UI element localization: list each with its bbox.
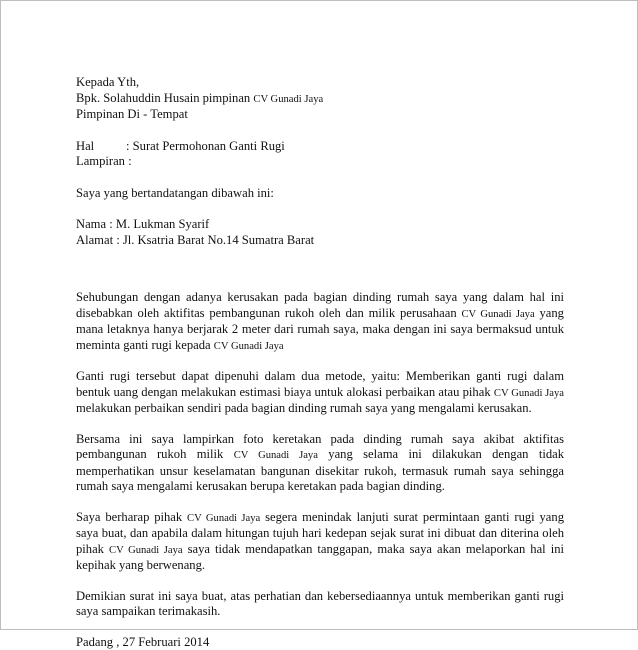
company-name: CV Gunadi Jaya — [214, 341, 284, 352]
paragraph-5: Demikian surat ini saya buat, atas perhatian dan kebersediaannya untuk memberikan ganti rugi saya sampaikan terimakasih. — [76, 589, 564, 620]
paragraph-3-text-b: yang selama ini dilakukan dengan tidak memperhatikan unsur keselamatan bangunan disekitar rukoh, termasuk rumah saya sehingga rumah saya mengalami kerusakan berupa keretakan pada bagian dinding. — [76, 447, 564, 493]
company-name: CV Gunadi Jaya — [109, 545, 183, 556]
subject-label: Hal — [76, 139, 126, 155]
recipient-name-text: Bpk. Solahuddin Husain pimpinan — [76, 91, 250, 105]
paragraph-3 — [76, 432, 564, 495]
recipient-location: Pimpinan Di - Tempat — [76, 107, 564, 123]
paragraph-4-text-b: segera menindak lanjuti surat permintaan ganti rugi yang saya buat, dan apabila dalam hitungan tujuh hari kedepan sejak surat ini dibuat dan diterina oleh pihak — [76, 510, 564, 556]
paragraph-4-text-c: saya tidak mendapatkan tanggapan, maka saya akan melaporkan hal ini kepihak yang berwenang. — [76, 542, 564, 573]
subject-value: : Surat Permohonan Ganti Rugi — [126, 139, 285, 153]
paragraph-4 — [76, 510, 564, 574]
attachment-line: Lampiran : — [76, 154, 564, 170]
date-line: Padang , 27 Februari 2014 — [76, 635, 564, 650]
paragraph-1-text-b: yang mana letaknya hanya berjarak 2 meter dari rumah saya, maka dengan ini saya bermaksud untuk meminta ganti rugi kepada — [76, 306, 564, 352]
salutation: Kepada Yth, — [76, 75, 564, 91]
company-name: CV Gunadi Jaya — [253, 94, 323, 105]
paragraph-1 — [76, 290, 564, 354]
paragraph-1-text-a: Sehubungan dengan adanya kerusakan pada bagian dinding rumah saya yang dalam hal ini disebabkan oleh aktifitas pembangunan rukoh oleh dan milik perusahaan — [76, 290, 564, 320]
subject-line — [76, 139, 564, 155]
paragraph-2-text-a: Ganti rugi tersebut dapat dipenuhi dalam dua metode, yaitu: Memberikan ganti rugi dalam bentuk uang dengan melakukan estimasi biaya untuk alokasi perbaikan atau pihak — [76, 369, 564, 399]
paragraph-4-text-a: Saya berharap pihak — [76, 510, 182, 524]
identity-name: Nama : M. Lukman Syarif — [76, 217, 564, 233]
recipient-name — [76, 91, 564, 108]
identity-address: Alamat : Jl. Ksatria Barat No.14 Sumatra Barat — [76, 233, 564, 249]
company-name: CV Gunadi Jaya — [461, 309, 534, 320]
company-name: CV Gunadi Jaya — [187, 513, 260, 524]
intro-line: Saya yang bertandatangan dibawah ini: — [76, 186, 564, 202]
company-name: CV Gunadi Jaya — [234, 450, 318, 461]
paragraph-2-text-b: melakukan perbaikan sendiri pada bagian dinding rumah saya yang mengalami kerusakan. — [76, 401, 532, 415]
paragraph-3-text-a: Bersama ini saya lampirkan foto keretakan pada dinding rumah saya akibat aktifitas pembangunan rukoh milik — [76, 432, 564, 462]
paragraph-2 — [76, 369, 564, 417]
letter-body — [76, 75, 564, 650]
company-name: CV Gunadi Jaya — [494, 388, 564, 399]
